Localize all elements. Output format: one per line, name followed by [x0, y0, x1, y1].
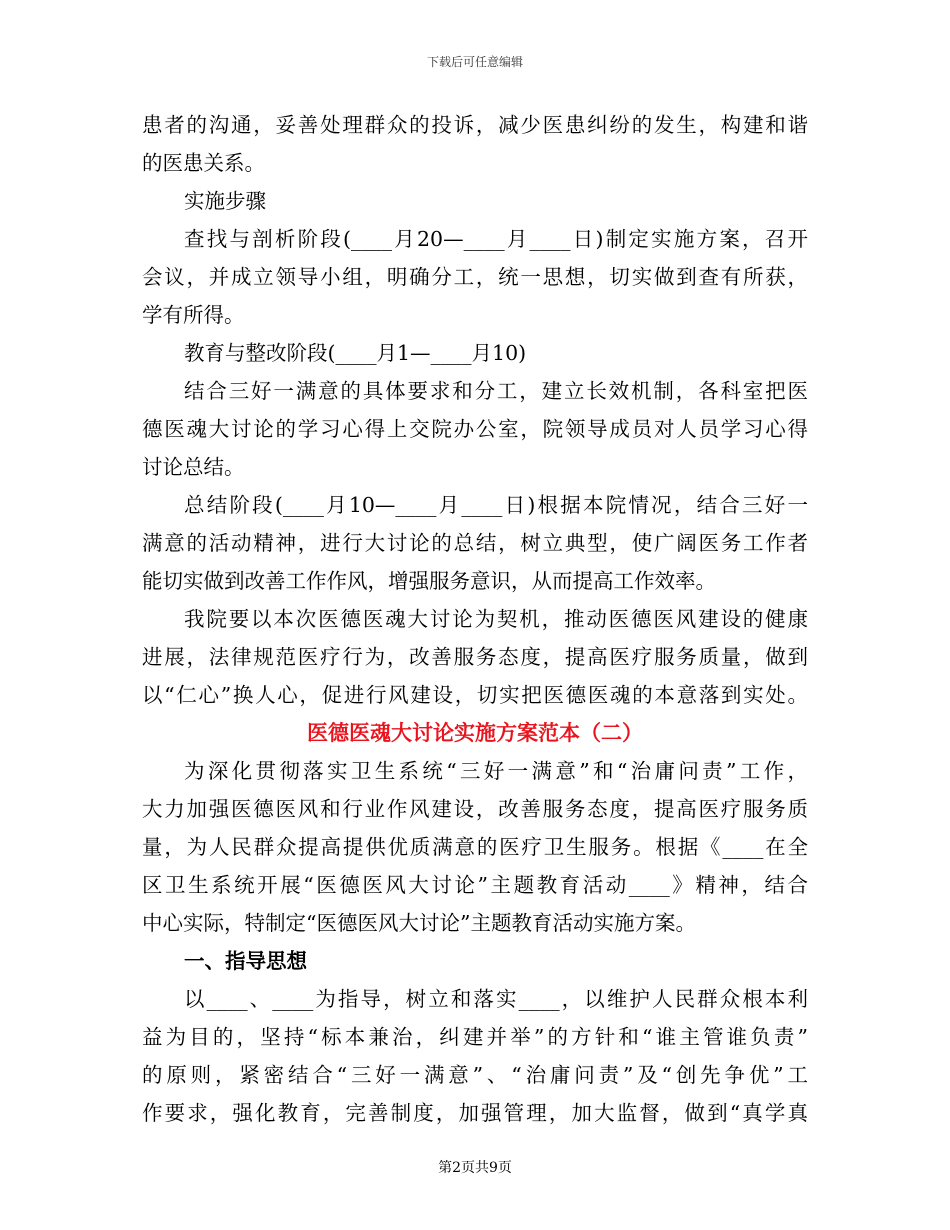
text-line: 益为目的，坚持“标本兼治，纠建并举”的方针和“谁主管谁负责”	[142, 1025, 808, 1049]
text-line: 量，为人民群众提高提供优质满意的医疗卫生服务。根据《____在全	[142, 835, 808, 859]
text-line: 的原则，紧密结合“三好一满意”、“治庸问责”及“创先争优”工	[142, 1063, 808, 1087]
text-line: 满意的活动精神，进行大讨论的总结，树立典型，使广阔医务工作者	[142, 531, 808, 555]
text-line: 教育与整改阶段(____月1—____月10)	[184, 341, 527, 365]
document-body	[142, 106, 808, 1132]
text-line: 患者的沟通，妥善处理群众的投诉，减少医患纠纷的发生，构建和谐	[142, 113, 808, 137]
text-line: 以____、____为指导，树立和落实____，以维护人民群众根本利	[184, 987, 808, 1011]
text-line: 为深化贯彻落实卫生系统“三好一满意”和“治庸问责”工作，	[184, 759, 808, 783]
text-line: 以“仁心”换人心，促进行风建设，切实把医德医魂的本意落到实处。	[142, 683, 808, 707]
text-line: 会议，并成立领导小组，明确分工，统一思想，切实做到查有所获，	[142, 265, 808, 289]
text-line: 大力加强医德医风和行业作风建设，改善服务态度，提高医疗服务质	[142, 797, 808, 821]
page-header: 下载后可任意编辑	[426, 55, 523, 69]
text-line: 德医魂大讨论的学习心得上交院办公室，院领导成员对人员学习心得	[142, 417, 808, 441]
text-line: 讨论总结。	[142, 455, 245, 479]
text-line: 我院要以本次医德医魂大讨论为契机，推动医德医风建设的健康	[184, 607, 808, 631]
section-title: 医德医魂大讨论实施方案范本（二）	[307, 720, 643, 745]
text-line: 区卫生系统开展“医德医风大讨论”主题教育活动____》精神，结合	[142, 873, 808, 897]
text-line: 结合三好一满意的具体要求和分工，建立长效机制，各科室把医	[184, 379, 808, 403]
text-line: 能切实做到改善工作作风，增强服务意识，从而提高工作效率。	[142, 569, 716, 593]
page-number: 第2页共9页	[438, 1160, 512, 1176]
text-line: 进展，法律规范医疗行为，改善服务态度，提高医疗服务质量，做到	[142, 645, 808, 669]
text-line: 作要求，强化教育，完善制度，加强管理，加大监督，做到“真学真	[142, 1101, 808, 1125]
text-line: 的医患关系。	[142, 151, 265, 175]
text-line: 查找与剖析阶段(____月20—____月____日)制定实施方案，召开	[184, 227, 808, 251]
section-heading: 一、指导思想	[184, 949, 307, 973]
text-line: 总结阶段(____月10—____月____日)根据本院情况，结合三好一	[184, 493, 808, 517]
text-line: 学有所得。	[142, 303, 245, 327]
text-line: 中心实际，特制定“医德医风大讨论”主题教育活动实施方案。	[142, 911, 696, 935]
text-line: 实施步骤	[184, 189, 266, 213]
